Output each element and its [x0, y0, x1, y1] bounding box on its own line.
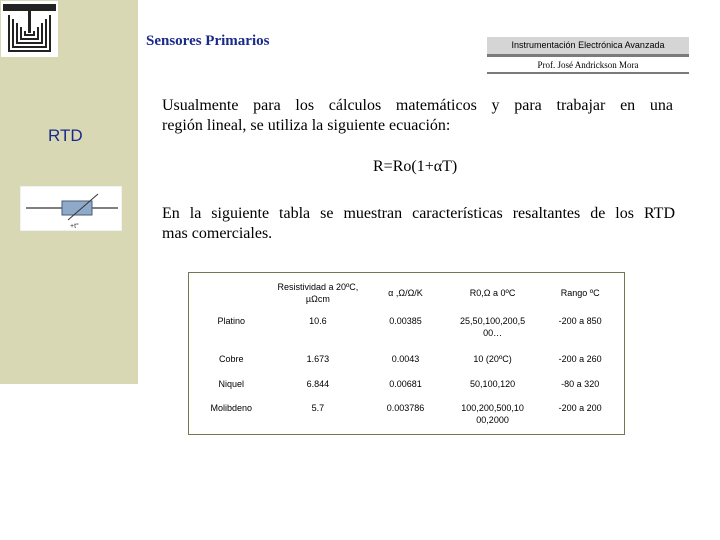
table-header-row [189, 273, 624, 313]
table-row [189, 351, 624, 375]
header-cell: R0,Ω a 0ºC [469, 288, 516, 299]
table-cell: -200 a 200 [558, 402, 602, 413]
rtd-symbol-image [20, 186, 122, 231]
paragraph-table-intro [162, 204, 675, 244]
table-cell: 50,100,120 [470, 378, 516, 389]
table-cell: -80 a 320 [561, 378, 600, 389]
rtd-equation: R=Ro(1+αT) [373, 158, 458, 175]
header-cell [189, 273, 274, 313]
table-cell: 5.7 [311, 402, 325, 413]
table-cell: -200 a 260 [558, 354, 602, 365]
symbol-label: +t° [70, 223, 79, 230]
table-cell: Molibdeno [210, 402, 253, 413]
table-cell: -200 a 850 [558, 316, 602, 327]
paragraph-line: Usualmente para los cálculos matemáticos y para trabajar en una [162, 97, 673, 114]
table-cell: Niquel [218, 378, 245, 389]
course-banner: Instrumentación Electrónica Avanzada [487, 37, 689, 57]
table-row [189, 313, 624, 351]
paragraph-line: En la siguiente tabla se muestran características resaltantes de los RTD [162, 205, 675, 222]
table-cell: 0.00681 [389, 378, 422, 389]
paragraph-equation-intro [162, 96, 673, 136]
header-cell: Rango ºC [560, 288, 600, 299]
header-cell: Resistividad a 20ºC, µΩcm [277, 282, 359, 305]
table-row [189, 400, 624, 434]
table-cell: 0.0043 [391, 354, 420, 365]
table-cell: 6.844 [306, 378, 330, 389]
table-cell: Platino [217, 316, 246, 327]
table-cell: 0.003786 [386, 402, 425, 413]
section-label: RTD [48, 126, 83, 145]
header-cell: α ,Ω/Ω/K [388, 288, 423, 299]
table-cell: 10.6 [309, 316, 327, 327]
table-cell: 25,50,100,200,5 00… [460, 316, 526, 339]
paragraph-line: región lineal, se utiliza la siguiente ecuación: [162, 117, 451, 134]
university-logo [1, 1, 58, 57]
table-cell: 1.673 [306, 354, 330, 365]
table-cell: 10 (20ºC) [473, 354, 512, 365]
table-cell: 100,200,500,10 00,2000 [461, 402, 524, 425]
table-row [189, 376, 624, 400]
table-cell: Cobre [219, 354, 244, 365]
paragraph-line: mas comerciales. [162, 225, 273, 242]
table-cell: 0.00385 [389, 316, 422, 327]
page-title: Sensores Primarios [146, 33, 270, 49]
rtd-comparison-table [188, 272, 625, 435]
professor-name: Prof. José Andrickson Mora [487, 58, 689, 74]
